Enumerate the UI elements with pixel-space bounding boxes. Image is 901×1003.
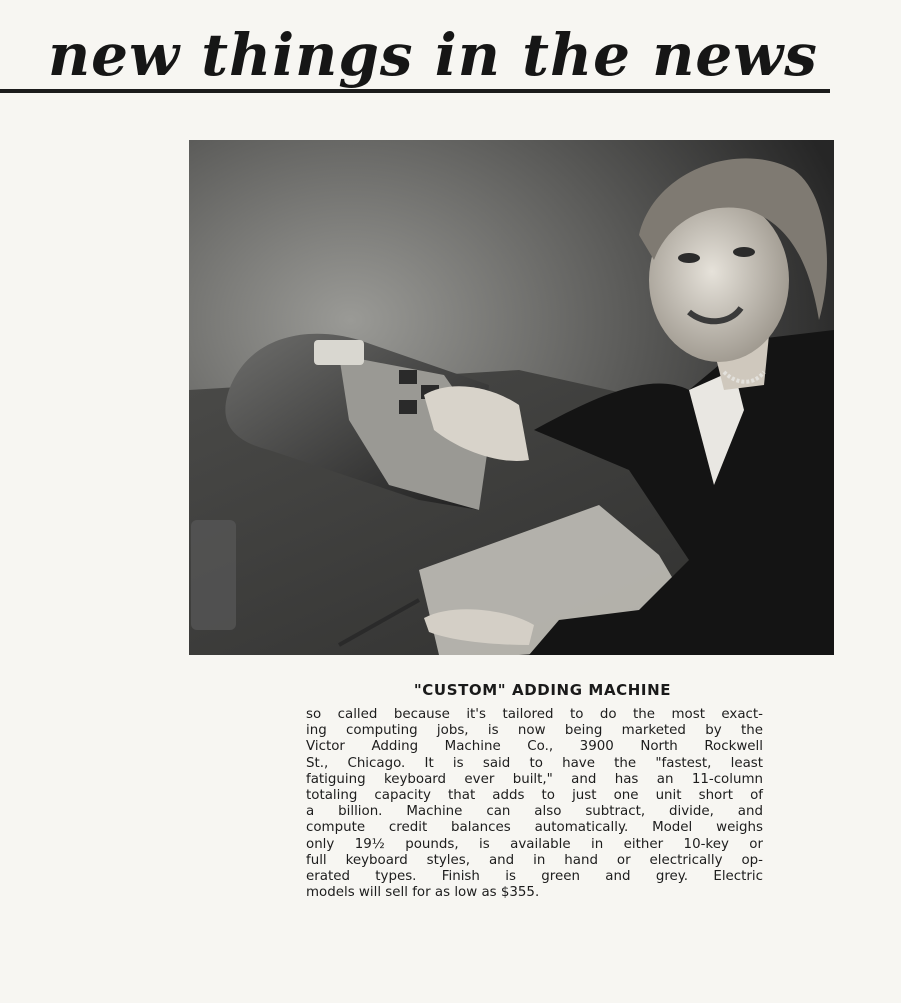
body-line: models will sell for as low as $355. (306, 885, 540, 901)
body-line: compute credit balances automatically. Model weighs (306, 820, 763, 836)
body-line: full keyboard styles, and in hand or electrically op- (306, 852, 763, 868)
article-caption (306, 679, 763, 901)
body-line: St., Chicago. It is said to have the "fastest, least (306, 755, 763, 771)
body-line: erated types. Finish is green and grey. Electric (306, 869, 763, 885)
headline-rule (0, 89, 830, 93)
page-headline: new things in the news (48, 21, 818, 89)
body-line: Victor Adding Machine Co., 3900 North Rockwell (306, 739, 763, 755)
body-line: totaling capacity that adds to just one unit short of (306, 788, 763, 804)
article-title: "CUSTOM" ADDING MACHINE (413, 681, 672, 699)
body-line: so called because it's tailored to do the most exact- (306, 707, 763, 722)
article-photo (189, 140, 834, 655)
body-line: ing computing jobs, is now being marketed by the (306, 723, 763, 739)
body-line: a billion. Machine can also subtract, divide, and (306, 804, 763, 820)
article-body (306, 707, 763, 901)
body-line: fatiguing keyboard ever built," and has an 11-column (306, 771, 763, 787)
body-line: only 19½ pounds, is available in either 10-key or (306, 836, 763, 852)
